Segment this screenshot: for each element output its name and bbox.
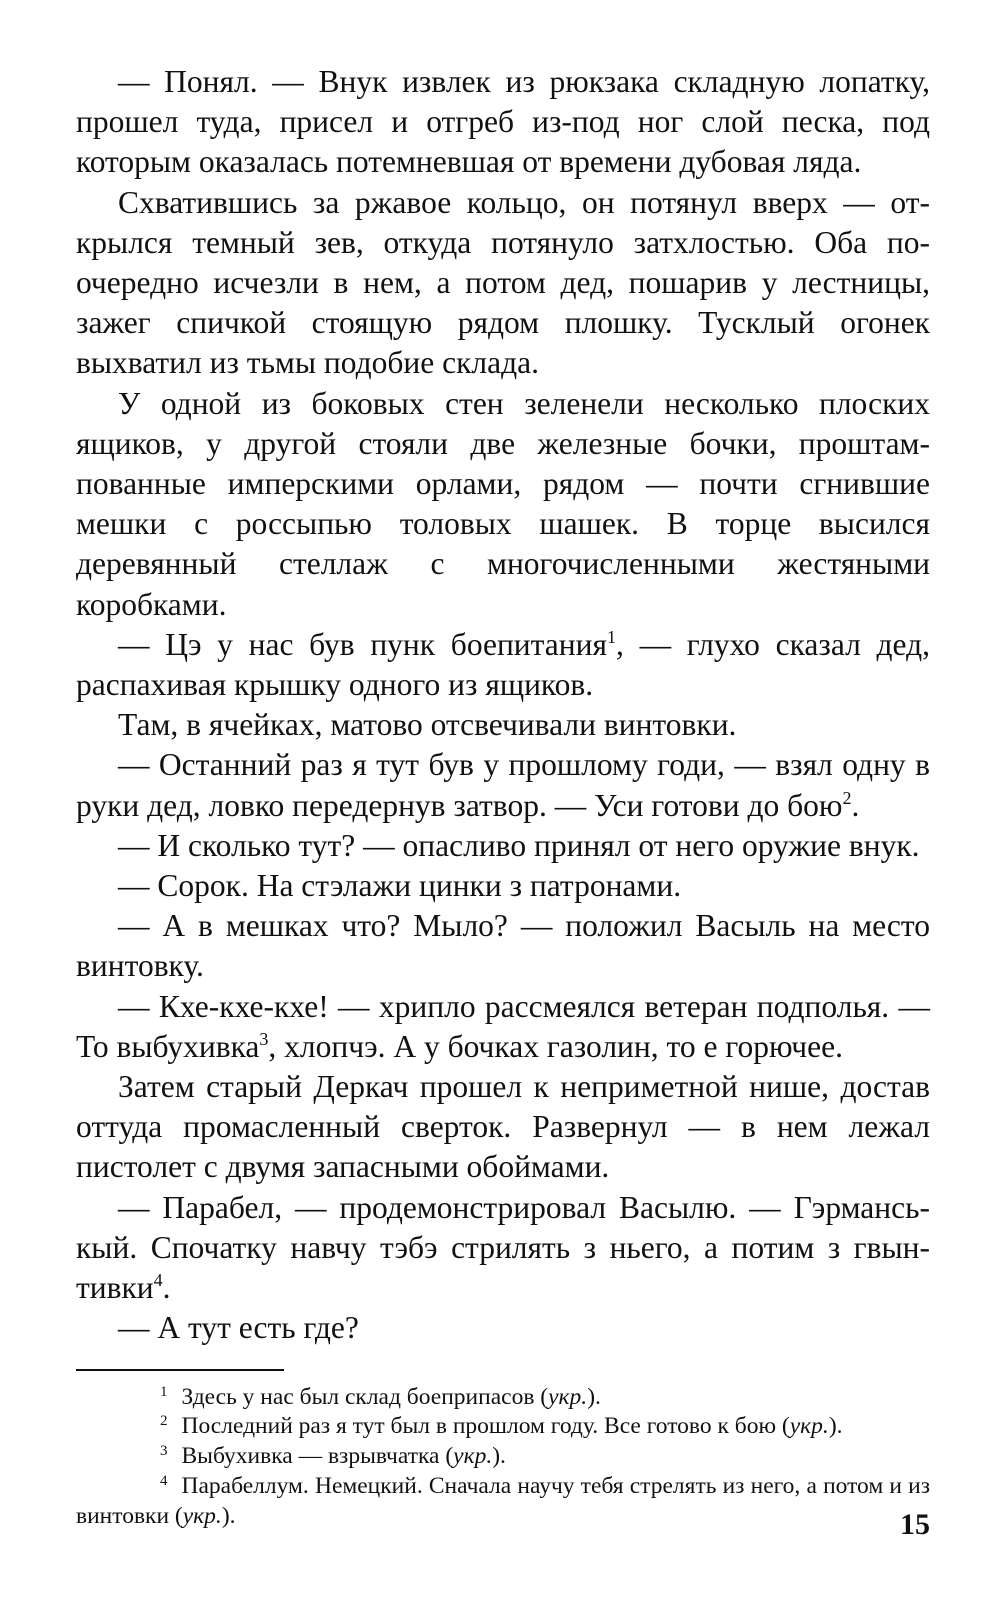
paragraph bbox=[76, 183, 930, 384]
paragraph bbox=[76, 987, 930, 1067]
paragraph bbox=[76, 384, 930, 625]
paragraph bbox=[76, 826, 930, 866]
footnote: 1 Здесь у нас был склад боеприпасов (укр.). bbox=[160, 1383, 601, 1410]
footnote: 2 Последний раз я тут был в прошлом году. Все готово к бою (укр.). bbox=[160, 1413, 843, 1440]
paragraph-text: — Сорок. На стэлажи цинки з патронами. bbox=[118, 868, 682, 904]
paragraph-text: — А тут есть где? bbox=[118, 1310, 359, 1346]
paragraph-text: Затем старый Деркач прошел к неприметной нише, достав оттуда промасленный сверток. Развернул — в нем лежал пистолет с двумя запасными обоймами. bbox=[76, 1069, 930, 1185]
paragraph bbox=[76, 1067, 930, 1188]
paragraph-text: . bbox=[162, 1270, 171, 1306]
paragraph-text: — А в мешках что? Мыло? — положил Васыль на место винтовку. bbox=[76, 908, 930, 984]
paragraph-text: , — глухо сказал дед, распахивая крышку одного из ящиков. bbox=[76, 626, 931, 703]
paragraph-text: — И сколько тут? — опасливо принял от него оружие внук. bbox=[118, 827, 920, 863]
paragraph-text: — Кхе-кхе-кхе! — хрипло рассмеялся ветеран подполья. — То выбухивка bbox=[76, 988, 930, 1064]
paragraph bbox=[76, 705, 930, 745]
footnote-text: Парабеллум. Немецкий. Сначала научу тебя стрелять из него, а потом и из винтовки ( bbox=[76, 1472, 930, 1529]
footnote-reference: 3 bbox=[259, 1028, 269, 1049]
footnote: 3 Выбухивка — взрывчатка (укр.). bbox=[160, 1443, 506, 1470]
paragraph bbox=[76, 1308, 930, 1348]
book-page bbox=[76, 62, 930, 1582]
paragraph bbox=[76, 745, 930, 825]
footnote-language-note: укр. bbox=[548, 1383, 588, 1410]
paragraph-text: У одной из боковых стен зеленели несколько плоских ящиков, у другой стояли две железные бочки, проштампованные имперскими орлами, рядом — почти сгнившие мешки с россыпью толовых шашек. В торце высился деревянный стеллаж с многочисленными жестяными коробками. bbox=[76, 385, 930, 622]
footnote-text: Выбухивка — взрывчатка ( bbox=[181, 1443, 454, 1470]
paragraph bbox=[76, 62, 930, 183]
paragraph bbox=[76, 906, 930, 986]
paragraph-text: , хлопчэ. А у бочках газолин, то е горючее. bbox=[268, 1028, 843, 1064]
footnote-tail: ). bbox=[492, 1443, 506, 1470]
paragraph-text: Там, в ячейках, матово отсвечивали винтовки. bbox=[118, 707, 737, 743]
footnote-reference: 2 bbox=[842, 787, 852, 808]
paragraph-text: — Парабел, — продемонстрировал Васылю. — Гэрманськый. Спочатку навчу тэбэ стрилять з ньего, а потим з гвынтивки bbox=[76, 1189, 930, 1306]
footnote-separator bbox=[76, 1369, 284, 1371]
paragraph-text: — Понял. — Внук извлек из рюкзака складную лопатку, прошел туда, присел и отгреб из-под ног слой песка, под которым оказалась потемневшая от времени дубовая ляда. bbox=[76, 64, 930, 180]
paragraph-text: — Останний раз я тут був у прошлому годи, — взял одну в руки дед, ловко передернув затвор. — Уси готови до бою bbox=[76, 747, 930, 823]
footnote-language-note: укр. bbox=[182, 1502, 222, 1529]
footnote-tail: ). bbox=[587, 1383, 601, 1410]
paragraph-text: — Цэ у нас був пунк боепитания bbox=[118, 626, 607, 662]
footnote-language-note: укр. bbox=[789, 1413, 829, 1440]
paragraph bbox=[76, 625, 930, 705]
footnote-language-note: укр. bbox=[453, 1443, 493, 1470]
footnotes bbox=[76, 1383, 930, 1532]
body-text bbox=[76, 62, 930, 1349]
paragraph bbox=[76, 866, 930, 906]
paragraph-text: Схватившись за ржавое кольцо, он потянул вверх — открылся темный зев, откуда потянуло затхлостью. Оба поочередно исчезли в нем, а потом дед, пошарив у лестницы, зажег спичкой стоящую рядом плошку. Тусклый огонек выхватил из тьмы подобие склада. bbox=[76, 184, 930, 381]
footnote-text: Последний раз я тут был в прошлом году. Все готово к бою ( bbox=[181, 1413, 790, 1440]
footnote-reference: 4 bbox=[153, 1270, 163, 1291]
footnote-tail: ). bbox=[828, 1413, 843, 1440]
page-number: 15 bbox=[900, 1508, 930, 1541]
footnote-tail: ). bbox=[221, 1502, 236, 1529]
footnote-reference: 1 bbox=[607, 626, 616, 647]
paragraph-text: . bbox=[851, 787, 860, 823]
footnote-text: Здесь у нас был склад боеприпасов ( bbox=[181, 1383, 549, 1410]
paragraph bbox=[76, 1188, 930, 1309]
footnote: 4 Парабеллум. Немецкий. Сначала научу тебя стрелять из него, а потом и из винтовки (укр.). bbox=[76, 1472, 930, 1529]
